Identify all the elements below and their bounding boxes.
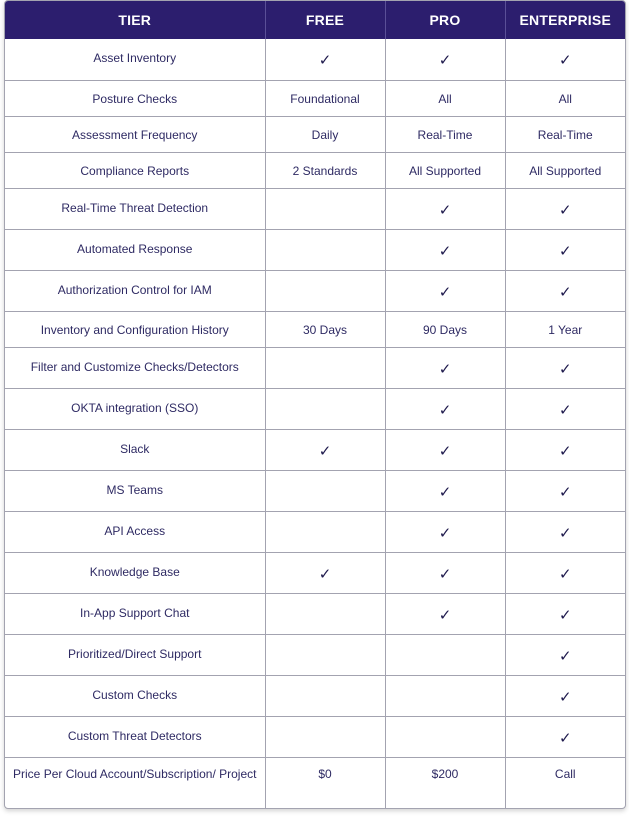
check-icon: ✓ <box>438 400 452 419</box>
enterprise-cell <box>505 429 625 470</box>
check-icon: ✓ <box>318 564 332 583</box>
check-icon: ✓ <box>558 482 572 501</box>
check-icon: ✓ <box>438 564 452 583</box>
free-cell <box>265 347 385 388</box>
pro-cell: All <box>385 80 505 116</box>
free-cell <box>265 716 385 757</box>
feature-cell: Posture Checks <box>5 80 265 116</box>
free-cell: 2 Standards <box>265 152 385 188</box>
header-tier: TIER <box>5 1 265 39</box>
table-row <box>5 388 625 429</box>
pro-cell <box>385 229 505 270</box>
table-row <box>5 675 625 716</box>
free-cell: $0 <box>265 757 385 808</box>
enterprise-cell <box>505 347 625 388</box>
pro-cell <box>385 716 505 757</box>
free-cell: 30 Days <box>265 311 385 347</box>
free-cell <box>265 229 385 270</box>
enterprise-cell <box>505 675 625 716</box>
feature-cell: Automated Response <box>5 229 265 270</box>
enterprise-cell <box>505 511 625 552</box>
pro-cell <box>385 634 505 675</box>
pro-cell <box>385 552 505 593</box>
pro-cell: Real-Time <box>385 116 505 152</box>
check-icon: ✓ <box>558 200 572 219</box>
table-row <box>5 152 625 188</box>
check-icon: ✓ <box>438 605 452 624</box>
table-row <box>5 593 625 634</box>
free-cell <box>265 552 385 593</box>
free-cell <box>265 388 385 429</box>
enterprise-cell <box>505 39 625 80</box>
free-cell <box>265 593 385 634</box>
feature-cell: Asset Inventory <box>5 39 265 80</box>
enterprise-cell <box>505 270 625 311</box>
table-row <box>5 270 625 311</box>
feature-cell: Prioritized/Direct Support <box>5 634 265 675</box>
check-icon: ✓ <box>558 687 572 706</box>
pro-cell <box>385 188 505 229</box>
free-cell <box>265 270 385 311</box>
enterprise-cell <box>505 470 625 511</box>
table-row <box>5 511 625 552</box>
header-pro: PRO <box>385 1 505 39</box>
free-cell <box>265 634 385 675</box>
free-cell <box>265 429 385 470</box>
feature-cell: In-App Support Chat <box>5 593 265 634</box>
check-icon: ✓ <box>558 646 572 665</box>
free-cell <box>265 675 385 716</box>
pro-cell <box>385 270 505 311</box>
table-row <box>5 311 625 347</box>
enterprise-cell: All Supported <box>505 152 625 188</box>
pro-cell <box>385 39 505 80</box>
feature-cell: Authorization Control for IAM <box>5 270 265 311</box>
table-row <box>5 470 625 511</box>
pro-cell <box>385 470 505 511</box>
table-row <box>5 80 625 116</box>
feature-cell: Inventory and Configuration History <box>5 311 265 347</box>
free-cell: Foundational <box>265 80 385 116</box>
tier-table <box>5 1 625 808</box>
check-icon: ✓ <box>558 728 572 747</box>
pro-cell <box>385 429 505 470</box>
feature-cell: Price Per Cloud Account/Subscription/ Project <box>5 757 265 808</box>
check-icon: ✓ <box>558 241 572 260</box>
enterprise-cell <box>505 188 625 229</box>
feature-cell: Compliance Reports <box>5 152 265 188</box>
check-icon: ✓ <box>438 51 452 69</box>
table-row <box>5 229 625 270</box>
feature-cell: OKTA integration (SSO) <box>5 388 265 429</box>
feature-cell: Assessment Frequency <box>5 116 265 152</box>
check-icon: ✓ <box>558 605 572 624</box>
check-icon: ✓ <box>558 441 572 460</box>
enterprise-cell <box>505 593 625 634</box>
pro-cell: 90 Days <box>385 311 505 347</box>
header-free: FREE <box>265 1 385 39</box>
free-cell: Daily <box>265 116 385 152</box>
pro-cell: All Supported <box>385 152 505 188</box>
enterprise-cell: All <box>505 80 625 116</box>
enterprise-cell: 1 Year <box>505 311 625 347</box>
pro-cell <box>385 347 505 388</box>
check-icon: ✓ <box>318 51 332 69</box>
table-row <box>5 347 625 388</box>
check-icon: ✓ <box>558 523 572 542</box>
check-icon: ✓ <box>558 282 572 301</box>
enterprise-cell <box>505 229 625 270</box>
enterprise-cell <box>505 388 625 429</box>
check-icon: ✓ <box>438 441 452 460</box>
feature-cell: Custom Threat Detectors <box>5 716 265 757</box>
header-enterprise: ENTERPRISE <box>505 1 625 39</box>
table-row <box>5 757 625 808</box>
feature-cell: MS Teams <box>5 470 265 511</box>
pro-cell <box>385 675 505 716</box>
check-icon: ✓ <box>438 282 452 301</box>
feature-cell: Custom Checks <box>5 675 265 716</box>
feature-cell: API Access <box>5 511 265 552</box>
enterprise-cell <box>505 634 625 675</box>
pro-cell <box>385 511 505 552</box>
pricing-comparison-table <box>4 0 626 809</box>
feature-cell: Real-Time Threat Detection <box>5 188 265 229</box>
enterprise-cell <box>505 716 625 757</box>
table-row <box>5 39 625 80</box>
pro-cell <box>385 388 505 429</box>
check-icon: ✓ <box>558 400 572 419</box>
check-icon: ✓ <box>438 359 452 378</box>
free-cell <box>265 511 385 552</box>
check-icon: ✓ <box>558 51 572 69</box>
check-icon: ✓ <box>558 564 572 583</box>
check-icon: ✓ <box>558 359 572 378</box>
feature-cell: Filter and Customize Checks/Detectors <box>5 347 265 388</box>
free-cell <box>265 39 385 80</box>
free-cell <box>265 470 385 511</box>
enterprise-cell: Call <box>554 766 576 781</box>
pro-cell <box>385 593 505 634</box>
enterprise-cell: Real-Time <box>505 116 625 152</box>
header-row <box>5 1 625 39</box>
check-icon: ✓ <box>438 523 452 542</box>
table-row <box>5 116 625 152</box>
table-row <box>5 188 625 229</box>
check-icon: ✓ <box>318 441 332 460</box>
table-row <box>5 716 625 757</box>
free-cell <box>265 188 385 229</box>
pro-cell: $200 <box>385 757 505 808</box>
table-row <box>5 429 625 470</box>
table-row <box>5 552 625 593</box>
check-icon: ✓ <box>438 482 452 501</box>
check-icon: ✓ <box>438 241 452 260</box>
table-header <box>5 1 625 39</box>
feature-cell: Slack <box>5 429 265 470</box>
check-icon: ✓ <box>438 200 452 219</box>
enterprise-cell <box>505 552 625 593</box>
table-row <box>5 634 625 675</box>
feature-cell: Knowledge Base <box>5 552 265 593</box>
table-body <box>5 39 625 808</box>
